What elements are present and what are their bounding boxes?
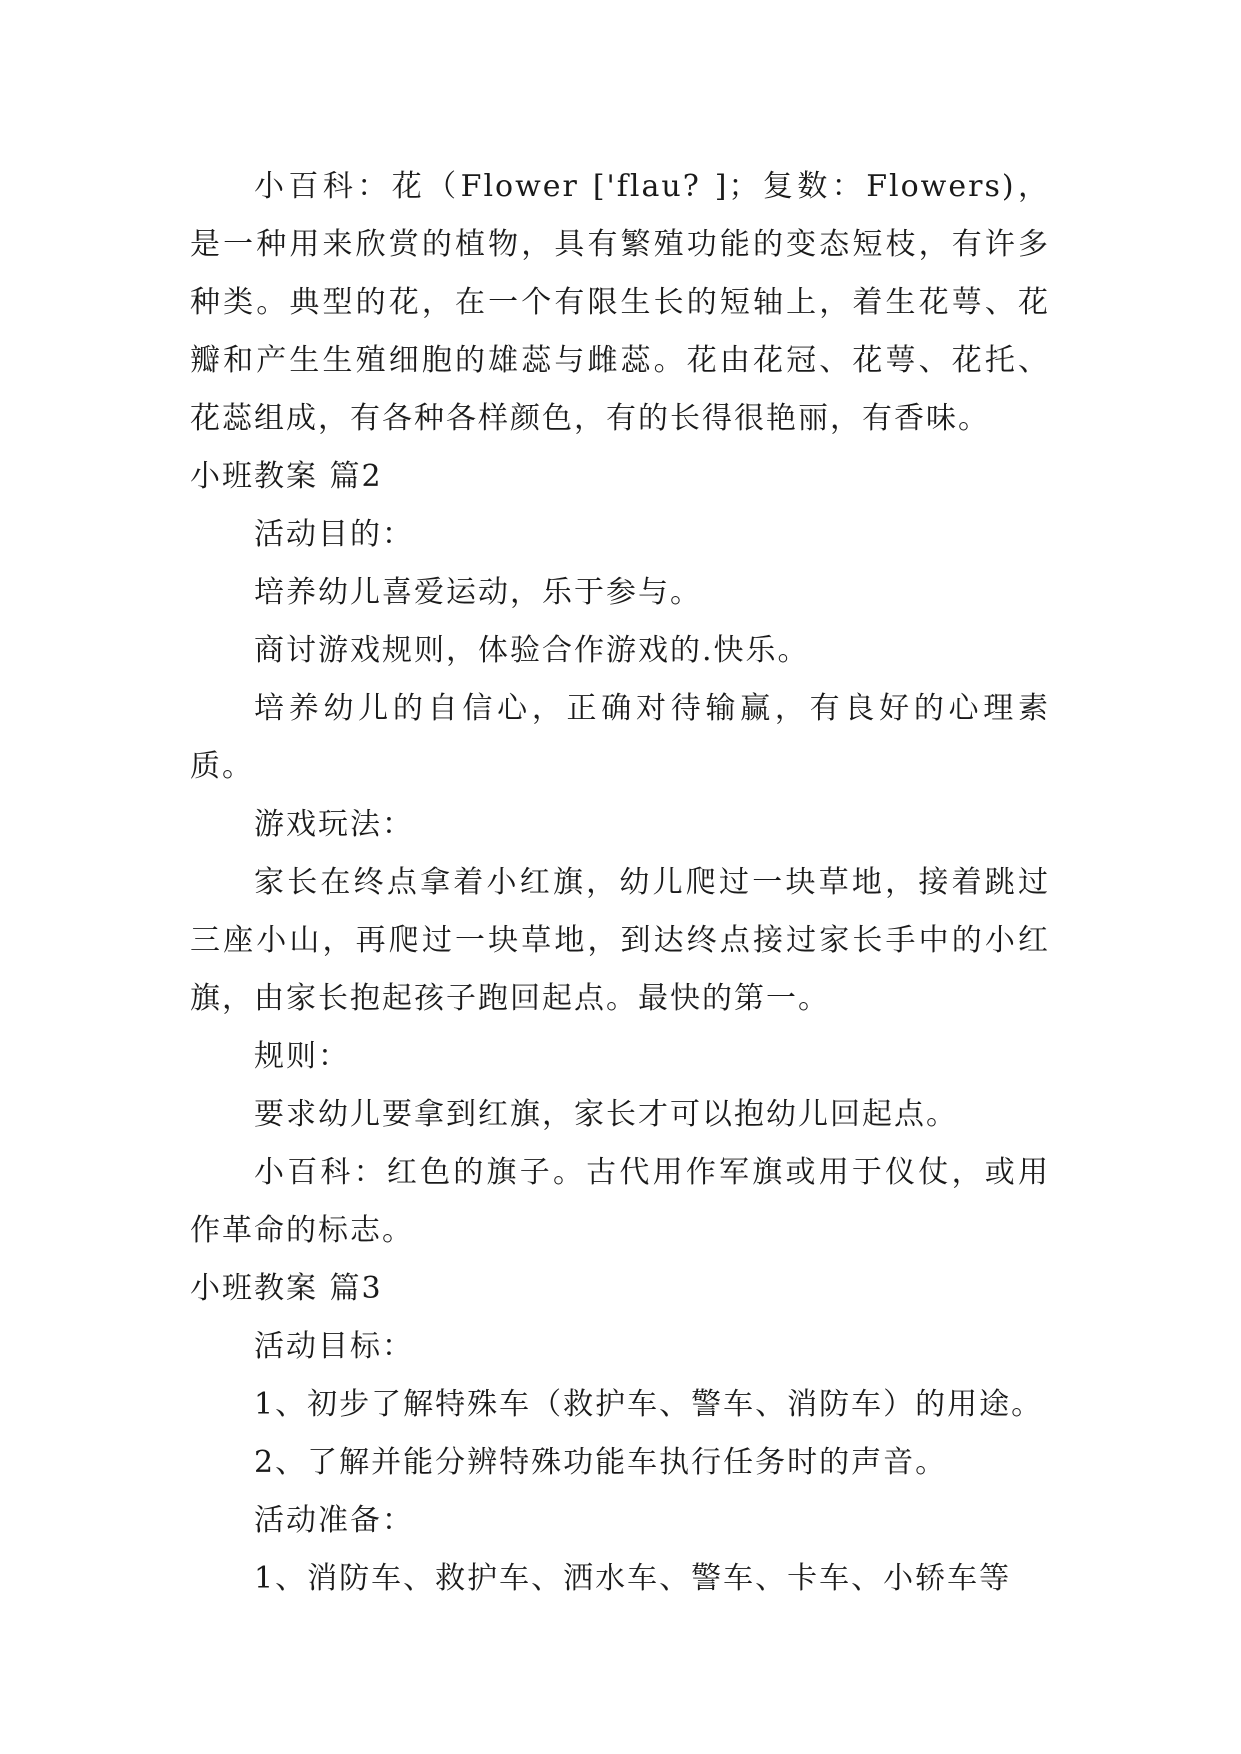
paragraph-gameplay-label: 游戏玩法： bbox=[254, 807, 414, 842]
paragraph-activity-purpose-label: 活动目的： bbox=[254, 517, 414, 552]
paragraph-goal-1: 1、初步了解特殊车（救护车、警车、消防车）的用途。 bbox=[254, 1387, 1044, 1422]
section-heading-lesson-3: 小班教案 篇3 bbox=[190, 1271, 383, 1306]
paragraph-purpose-1: 培养幼儿喜爱运动，乐于参与。 bbox=[254, 575, 702, 610]
paragraph-purpose-2: 商讨游戏规则，体验合作游戏的.快乐。 bbox=[254, 633, 810, 668]
section-heading-lesson-2: 小班教案 篇2 bbox=[190, 459, 383, 494]
paragraph-preparation-label: 活动准备： bbox=[254, 1503, 414, 1538]
paragraph-activity-goal-label: 活动目标： bbox=[254, 1329, 414, 1364]
paragraph-flag-encyclopedia: 小百科：红色的旗子。古代用作军旗或用于仪仗，或用作革命的标志。 bbox=[190, 1155, 1050, 1248]
paragraph-flower-encyclopedia: 小百科：花（Flower ['flau? ]；复数：Flowers)，是一种用来欣赏的植物，具有繁殖功能的变态短枝，有许多种类。典型的花，在一个有限生长的短轴上，着生花萼、花瓣和产生生殖细胞的雄蕊与雌蕊。花由花冠、花萼、花托、花蕊组成，有各种各样颜色，有的长得很艳丽，有香味。 bbox=[190, 169, 1050, 436]
paragraph-rules: 要求幼儿要拿到红旗，家长才可以抱幼儿回起点。 bbox=[254, 1097, 958, 1132]
paragraph-rules-label: 规则： bbox=[254, 1039, 350, 1074]
paragraph-goal-2: 2、了解并能分辨特殊功能车执行任务时的声音。 bbox=[254, 1445, 948, 1480]
document-body bbox=[190, 158, 1050, 1608]
paragraph-gameplay: 家长在终点拿着小红旗，幼儿爬过一块草地，接着跳过三座小山，再爬过一块草地，到达终点接过家长手中的小红旗，由家长抱起孩子跑回起点。最快的第一。 bbox=[190, 865, 1050, 1016]
paragraph-purpose-3: 培养幼儿的自信心，正确对待输赢，有良好的心理素质。 bbox=[190, 691, 1050, 784]
paragraph-preparation-1: 1、消防车、救护车、洒水车、警车、卡车、小轿车等 bbox=[254, 1561, 1012, 1596]
